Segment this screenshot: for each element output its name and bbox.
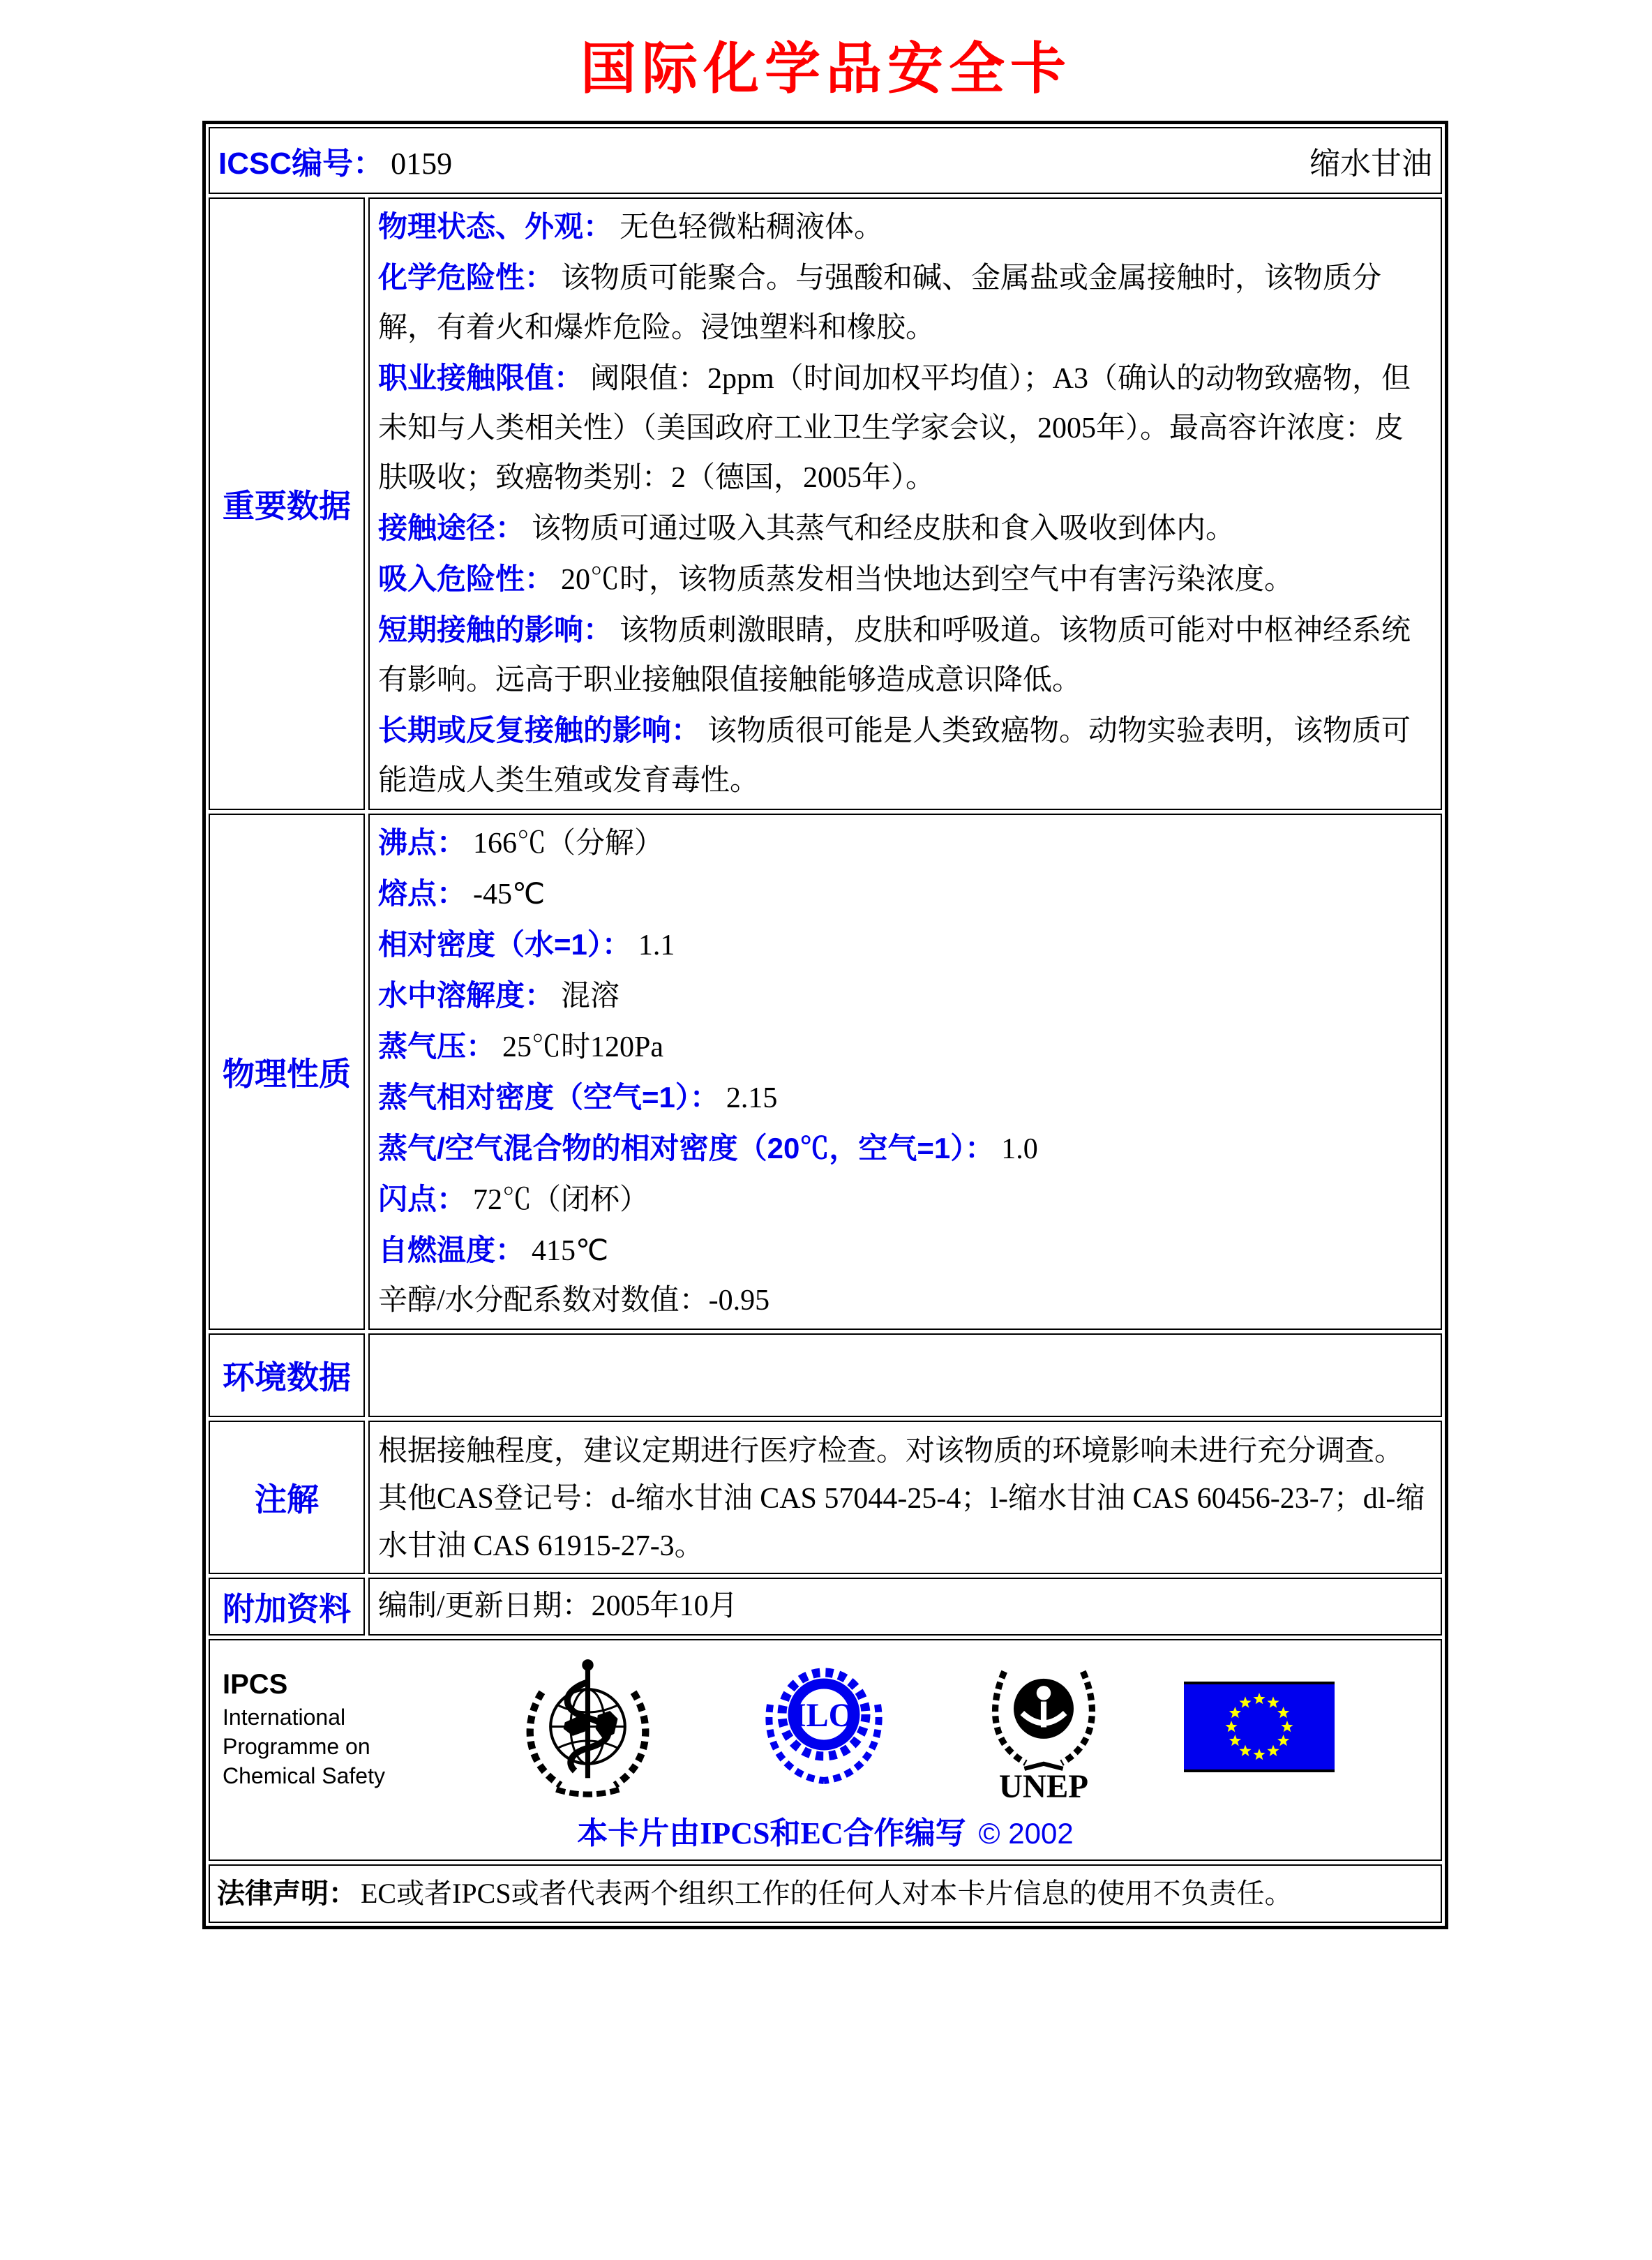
field-label: 物理状态、外观： bbox=[378, 210, 613, 243]
section-content-physical-properties bbox=[368, 814, 1442, 1330]
field-row bbox=[378, 1582, 1432, 1631]
legal-row bbox=[209, 1864, 1442, 1923]
ipcs-line: International bbox=[223, 1705, 346, 1730]
section-label-notes: 注解 bbox=[209, 1421, 365, 1574]
page-title: 国际化学品安全卡 bbox=[580, 36, 1072, 101]
field-label: 自燃温度： bbox=[378, 1234, 525, 1266]
field-row bbox=[378, 1072, 1432, 1123]
field-row bbox=[378, 1022, 1432, 1072]
field-label: 短期接触的影响： bbox=[378, 613, 613, 646]
field-label: 熔点： bbox=[378, 877, 467, 910]
field-text: 2.15 bbox=[726, 1082, 778, 1114]
field-row bbox=[378, 1428, 1432, 1570]
ipcs-line: Programme on bbox=[223, 1734, 370, 1759]
section-label-environmental-data: 环境数据 bbox=[209, 1333, 365, 1417]
section-physical-properties bbox=[209, 814, 1442, 1330]
field-text: -45℃ bbox=[473, 878, 546, 911]
field-row bbox=[378, 1174, 1432, 1225]
svg-text:ILO: ILO bbox=[793, 1696, 855, 1734]
field-label: 吸入危险性： bbox=[378, 562, 555, 595]
icsc-card bbox=[202, 121, 1448, 1929]
field-text: 无色轻微粘稠液体。 bbox=[620, 211, 884, 244]
field-text: 编制/更新日期：2005年10月 bbox=[378, 1590, 738, 1622]
field-row bbox=[378, 920, 1432, 971]
copyright-text: © 2002 bbox=[978, 1817, 1074, 1850]
field-text: 25℃时120Pa bbox=[502, 1031, 664, 1063]
field-text: 166℃（分解） bbox=[473, 828, 664, 860]
field-row bbox=[378, 503, 1432, 554]
ipcs-line: Chemical Safety bbox=[223, 1763, 385, 1788]
section-important-data bbox=[209, 197, 1442, 810]
section-label-additional-information: 附加资料 bbox=[209, 1578, 365, 1636]
section-notes bbox=[209, 1421, 1442, 1574]
field-text: 1.1 bbox=[638, 929, 675, 961]
field-text: 该物质可能聚合。与强酸和碱、金属盐或金属接触时，该物质分解，有着火和爆炸危险。浸蚀塑料和橡胶。 bbox=[378, 262, 1382, 344]
legal-text: EC或者IPCS或者代表两个组织工作的任何人对本卡片信息的使用不负责任。 bbox=[361, 1878, 1293, 1909]
header-cell bbox=[209, 127, 1442, 194]
field-row bbox=[378, 202, 1432, 253]
field-row bbox=[378, 818, 1432, 869]
ipcs-text-block bbox=[223, 1666, 432, 1790]
field-text: 该物质刺激眼睛，皮肤和呼吸道。该物质可能对中枢神经系统有影响。远高于职业接触限值接触能够造成意识降低。 bbox=[378, 615, 1411, 696]
section-content-notes bbox=[368, 1421, 1442, 1574]
unep-emblem-icon bbox=[981, 1652, 1106, 1805]
field-label: 接触途径： bbox=[378, 511, 525, 544]
field-text: 阈限值：2ppm（时间加权平均值）；A3（确认的动物致癌物，但未知与人类相关性）（美国政府工业卫生学家会议，2005年）。最高容许浓度：皮肤吸收；致癌物类别：2（德国，2005年）。 bbox=[378, 363, 1411, 494]
eu-flag-icon bbox=[1184, 1682, 1335, 1776]
footer-row bbox=[209, 1639, 1442, 1861]
icsc-number-value: 0159 bbox=[391, 147, 453, 181]
field-row bbox=[378, 253, 1432, 353]
section-label-important-data: 重要数据 bbox=[209, 197, 365, 810]
field-text: 混溶 bbox=[561, 980, 620, 1012]
field-row bbox=[378, 1276, 1432, 1326]
field-row bbox=[378, 971, 1432, 1022]
section-environmental-data bbox=[209, 1333, 1442, 1417]
field-text: 该物质很可能是人类致癌物。动物实验表明，该物质可能造成人类生殖或发育毒性。 bbox=[378, 715, 1411, 797]
field-label: 蒸气压： bbox=[378, 1030, 496, 1063]
ilo-emblem-icon bbox=[744, 1657, 904, 1800]
legal-cell bbox=[209, 1864, 1442, 1923]
section-content-environmental-data bbox=[368, 1333, 1442, 1417]
field-label: 蒸气相对密度（空气=1）： bbox=[378, 1081, 719, 1114]
credit-text: 本卡片由IPCS和EC合作编写 bbox=[577, 1816, 966, 1850]
field-label: 长期或反复接触的影响： bbox=[378, 714, 701, 747]
field-text: 该物质可通过吸入其蒸气和经皮肤和食入吸收到体内。 bbox=[532, 513, 1236, 545]
field-label: 化学危险性： bbox=[378, 261, 555, 294]
ipcs-acronym: IPCS bbox=[223, 1669, 288, 1700]
field-text: 根据接触程度，建议定期进行医疗检查。对该物质的环境影响未进行充分调查。其他CAS登记号：d-缩水甘油 CAS 57044-25-4；l-缩水甘油 CAS 60456-23-7；dl-缩水甘油 CAS 61915-27-3。 bbox=[378, 1435, 1425, 1562]
chemical-name: 缩水甘油 bbox=[1309, 147, 1432, 181]
section-additional-information bbox=[209, 1578, 1442, 1636]
field-label: 闪点： bbox=[378, 1183, 467, 1215]
field-text: 72℃（闭杯） bbox=[473, 1184, 649, 1216]
field-row bbox=[378, 705, 1432, 806]
field-label: 蒸气/空气混合物的相对密度（20℃，空气=1）： bbox=[378, 1132, 995, 1165]
section-label-physical-properties: 物理性质 bbox=[209, 814, 365, 1330]
field-row bbox=[378, 1225, 1432, 1276]
field-row bbox=[378, 1123, 1432, 1174]
field-text: 辛醇/水分配系数对数值：-0.95 bbox=[378, 1285, 770, 1317]
field-label: 水中溶解度： bbox=[378, 979, 555, 1012]
field-row bbox=[378, 554, 1432, 605]
field-label: 职业接触限值： bbox=[378, 361, 584, 394]
who-emblem-icon bbox=[509, 1655, 666, 1802]
field-row bbox=[378, 869, 1432, 920]
field-label: 相对密度（水=1）： bbox=[378, 928, 631, 961]
unep-label: UNEP bbox=[999, 1768, 1089, 1802]
field-row bbox=[378, 605, 1432, 705]
logo-row bbox=[218, 1652, 1432, 1805]
icsc-number-label: ICSC编号： bbox=[218, 147, 384, 181]
section-content-additional-information bbox=[368, 1578, 1442, 1636]
field-text: 20℃时，该物质蒸发相当快地达到空气中有害污染浓度。 bbox=[561, 564, 1294, 596]
field-text: 1.0 bbox=[1001, 1133, 1038, 1165]
credit-line bbox=[218, 1808, 1432, 1853]
field-row bbox=[378, 353, 1432, 503]
footer-cell bbox=[209, 1639, 1442, 1861]
header-row bbox=[209, 127, 1442, 194]
page bbox=[0, 24, 1652, 1929]
section-content-important-data bbox=[368, 197, 1442, 810]
field-label: 沸点： bbox=[378, 826, 467, 859]
legal-label: 法律声明： bbox=[217, 1878, 356, 1909]
field-text: 415℃ bbox=[532, 1235, 609, 1267]
icsc-number bbox=[218, 138, 452, 183]
